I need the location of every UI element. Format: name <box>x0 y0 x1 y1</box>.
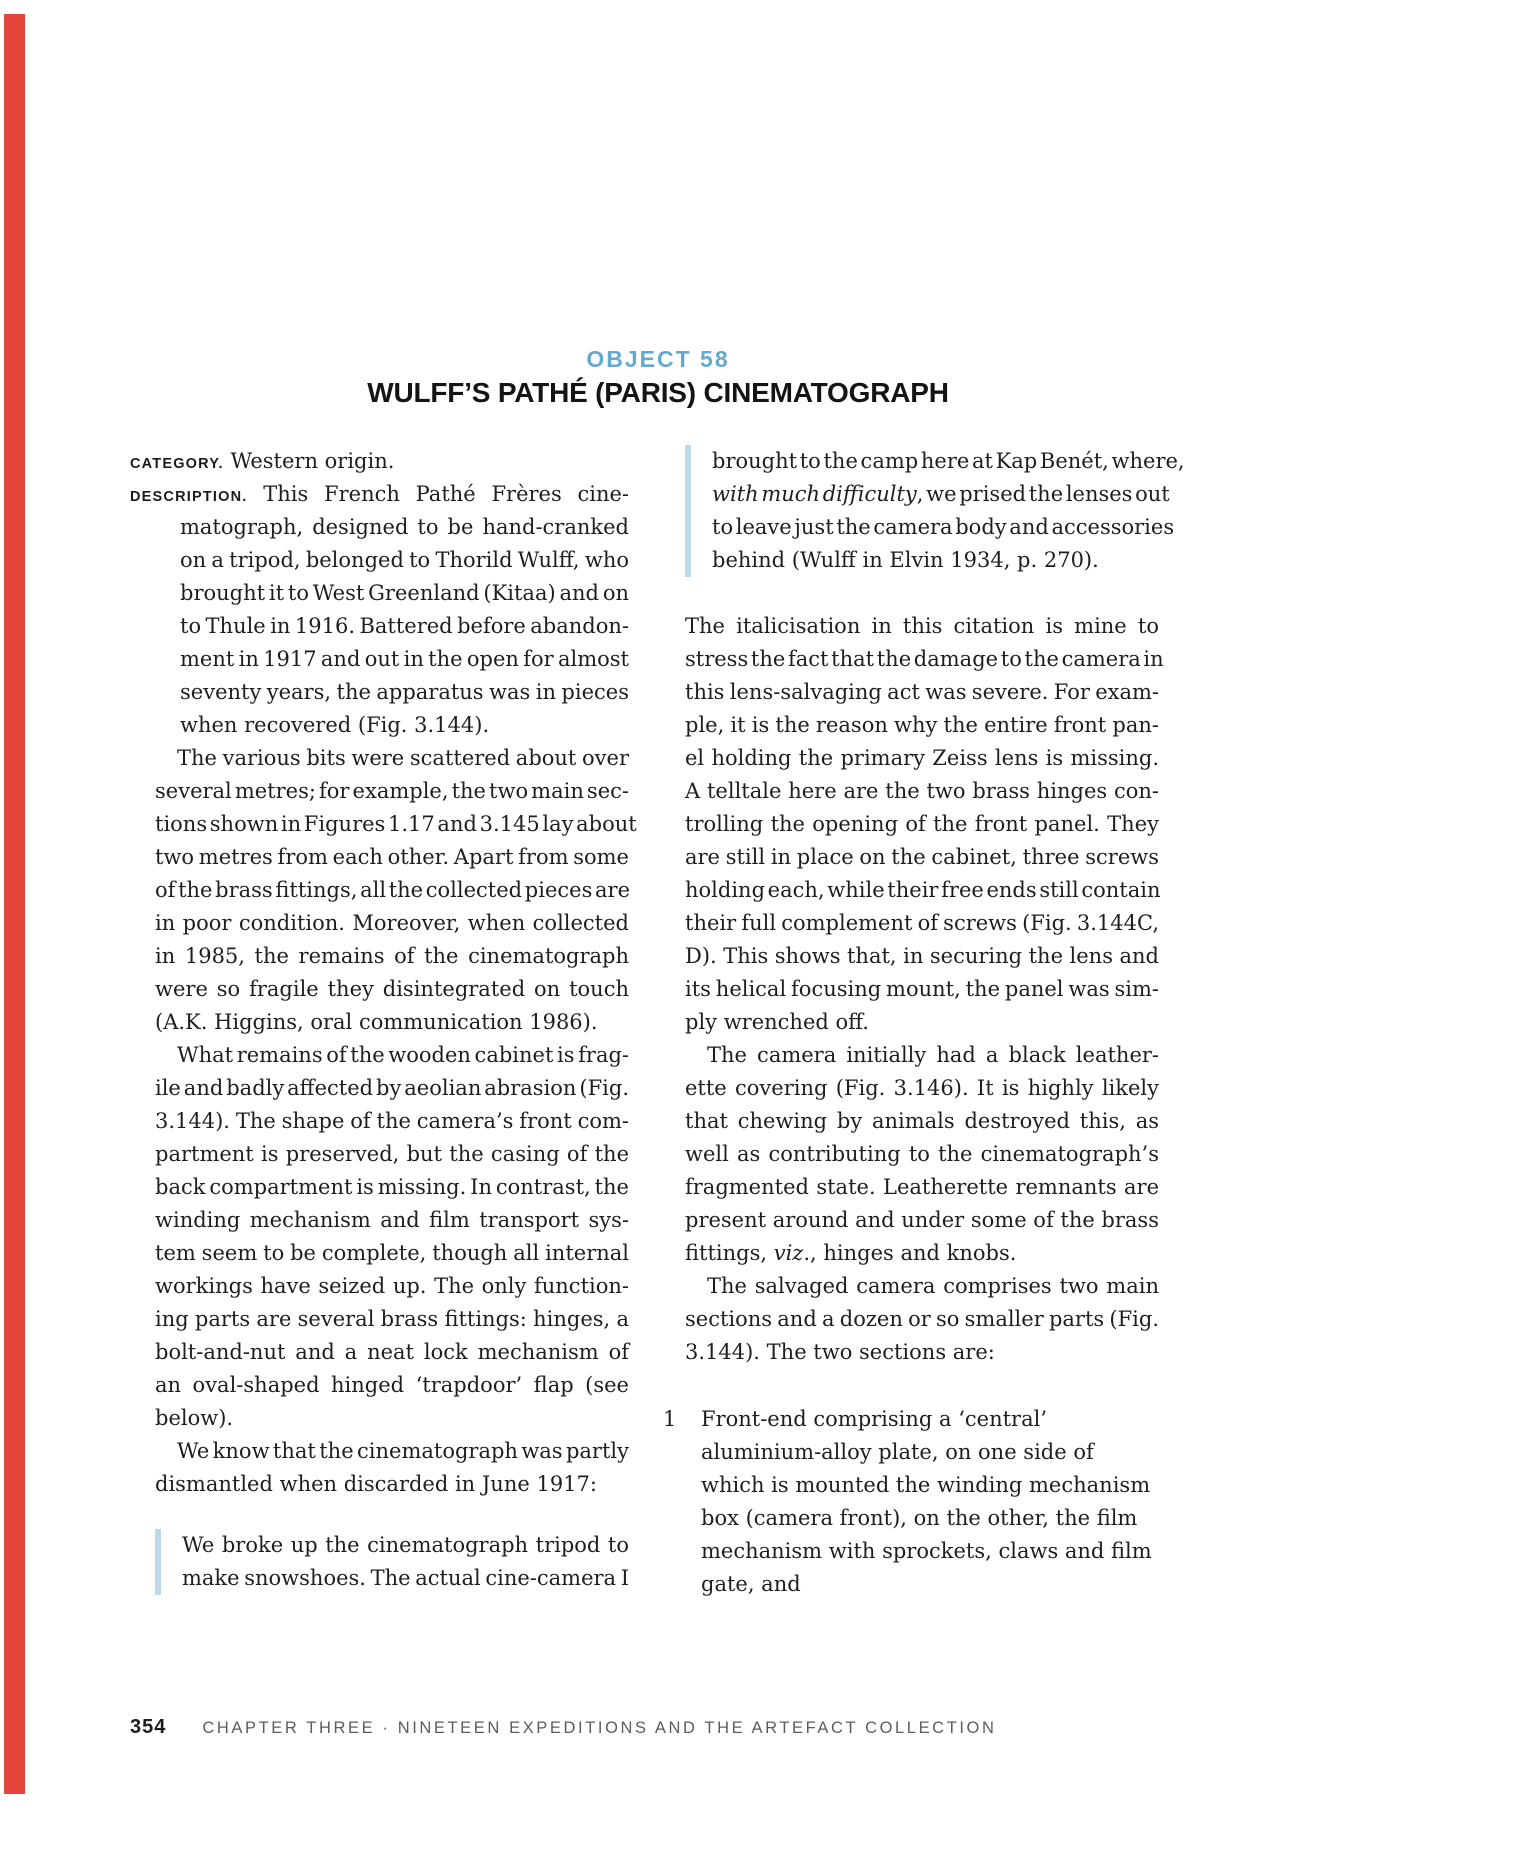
numbered-item <box>663 1403 1159 1601</box>
text-line: box (camera front), on the other, the film <box>701 1506 1138 1530</box>
field-label: DESCRIPTION. <box>130 489 248 505</box>
object-number: OBJECT 58 <box>586 346 730 372</box>
text-line: were so fragile they disintegrated on touch <box>155 977 629 1001</box>
text-line: 3.144). The two sections are: <box>685 1340 995 1364</box>
text-line: mechanism with sprockets, claws and film <box>701 1539 1152 1563</box>
text-line: (A.K. Higgins, oral communication 1986). <box>155 1010 598 1034</box>
running-footer <box>130 1716 997 1739</box>
right-column <box>663 445 1185 1601</box>
text-line: winding mechanism and film transport sys- <box>155 1208 629 1232</box>
text-line: their full complement of screws (Fig. 3.144C, <box>685 911 1159 935</box>
text-line: seventy years, the apparatus was in pieces <box>180 680 629 704</box>
text-line: What remains of the wooden cabinet is frag- <box>177 1043 629 1067</box>
text-line: bolt-and-nut and a neat lock mechanism of <box>155 1340 629 1364</box>
text-line: brought to the camp here at Kap Benét, where, <box>712 449 1185 473</box>
text-line: ile and badly affected by aeolian abrasion (Fig. <box>155 1076 629 1100</box>
text-line: behind (Wulff in Elvin 1934, p. 270). <box>712 548 1099 572</box>
text-line: fragmented state. Leatherette remnants are <box>685 1175 1159 1199</box>
paragraph <box>685 1039 1159 1270</box>
text-line: The camera initially had a black leather- <box>707 1043 1159 1067</box>
text-line: ply wrenched off. <box>685 1010 869 1034</box>
text-line: CATEGORY. Western origin. <box>130 449 395 473</box>
text-line: two metres from each other. Apart from some <box>155 845 629 869</box>
text-line: We know that the cinematograph was partly <box>177 1439 629 1463</box>
text-line: el holding the primary Zeiss lens is missing. <box>685 746 1159 770</box>
text-line: in 1985, the remains of the cinematograph <box>155 944 629 968</box>
paragraph <box>685 610 1164 1039</box>
paragraph <box>130 478 630 742</box>
text-line: to leave just the camera body and accessories <box>712 515 1175 539</box>
text-line: ple, it is the reason why the entire front pan- <box>685 713 1159 737</box>
left-column <box>130 445 637 1595</box>
field-label: CATEGORY. <box>130 456 224 472</box>
text-line: 3.144). The shape of the camera’s front com- <box>155 1109 629 1133</box>
paragraph <box>130 445 629 478</box>
text-line: well as contributing to the cinematograph’s <box>685 1142 1159 1166</box>
text-line: in poor condition. Moreover, when collected <box>155 911 629 935</box>
text-line: several metres; for example, the two main sec- <box>155 779 629 803</box>
text-line: The various bits were scattered about over <box>177 746 629 770</box>
running-footer-text: CHAPTER THREE · NINETEEN EXPEDITIONS AND THE ARTEFACT COLLECTION <box>202 1719 997 1737</box>
text-line: holding each, while their free ends still contain <box>685 878 1161 902</box>
text-line: ment in 1917 and out in the open for almost <box>180 647 629 671</box>
page-number: 354 <box>130 1716 167 1738</box>
text-line: when recovered (Fig. 3.144). <box>180 713 490 737</box>
text-line: to Thule in 1916. Battered before abandon- <box>180 614 630 638</box>
text-line: We broke up the cinematograph tripod to <box>182 1533 629 1557</box>
text-line: are still in place on the cabinet, three screws <box>685 845 1159 869</box>
text-line: D). This shows that, in securing the lens and <box>685 944 1159 968</box>
text-line: fittings, viz., hinges and knobs. <box>685 1241 1017 1265</box>
text-line: make snowshoes. The actual cine-camera I <box>182 1566 629 1590</box>
text-line: The salvaged camera comprises two main <box>707 1274 1159 1298</box>
text-line: DESCRIPTION. This French Pathé Frères cine- <box>130 482 629 506</box>
text-line: gate, and <box>701 1572 801 1596</box>
text-line: with much difficulty, we prised the lenses out <box>712 482 1170 506</box>
text-line: 1 Front-end comprising a ‘central’ <box>701 1403 1159 1436</box>
page-title: WULFF’S PATHÉ (PARIS) CINEMATOGRAPH <box>367 377 949 408</box>
text-line: partment is preserved, but the casing of the <box>155 1142 629 1166</box>
list-number: 1 <box>663 1407 677 1431</box>
text-line: sections and a dozen or so smaller parts (Fig. <box>685 1307 1159 1331</box>
text-line: ing parts are several brass fittings: hinges, a <box>155 1307 629 1331</box>
text-line: dismantled when discarded in June 1917: <box>155 1472 597 1496</box>
chapter-edge-tab <box>4 14 25 1794</box>
text-line: present around and under some of the brass <box>685 1208 1159 1232</box>
text-line: The italicisation in this citation is mine to <box>685 614 1159 638</box>
entry-header <box>155 344 1161 411</box>
text-line: stress the fact that the damage to the camera in <box>685 647 1164 671</box>
text-line: of the brass fittings, all the collected pieces are <box>155 878 631 902</box>
text-line: this lens-salvaging act was severe. For exam- <box>685 680 1159 704</box>
text-line: on a tripod, belonged to Thorild Wulff, who <box>180 548 629 572</box>
text-line: that chewing by animals destroyed this, as <box>685 1109 1159 1133</box>
text-line: A telltale here are the two brass hinges con- <box>685 779 1159 803</box>
blockquote <box>155 1529 629 1595</box>
text-line: tions shown in Figures 1.17 and 3.145 lay about <box>155 812 637 836</box>
text-line: tem seem to be complete, though all internal <box>155 1241 629 1265</box>
text-line: trolling the opening of the front panel. They <box>685 812 1159 836</box>
text-line: an oval-shaped hinged ‘trapdoor’ flap (see <box>155 1373 629 1397</box>
blockquote <box>685 445 1185 577</box>
text-line: its helical focusing mount, the panel was sim- <box>685 977 1159 1001</box>
paragraph <box>155 1039 629 1435</box>
paragraph <box>685 1270 1159 1369</box>
text-line: workings have seized up. The only function- <box>155 1274 629 1298</box>
text-line: back compartment is missing. In contrast, the <box>155 1175 629 1199</box>
text-line: ette covering (Fig. 3.146). It is highly likely <box>685 1076 1159 1100</box>
text-line: aluminium-alloy plate, on one side of <box>701 1440 1094 1464</box>
text-line: which is mounted the winding mechanism <box>701 1473 1151 1497</box>
paragraph <box>155 742 637 1039</box>
text-line: brought it to West Greenland (Kitaa) and on <box>180 581 629 605</box>
paragraph <box>155 1435 629 1501</box>
text-line: below). <box>155 1406 234 1430</box>
text-line: matograph, designed to be hand-cranked <box>180 515 629 539</box>
